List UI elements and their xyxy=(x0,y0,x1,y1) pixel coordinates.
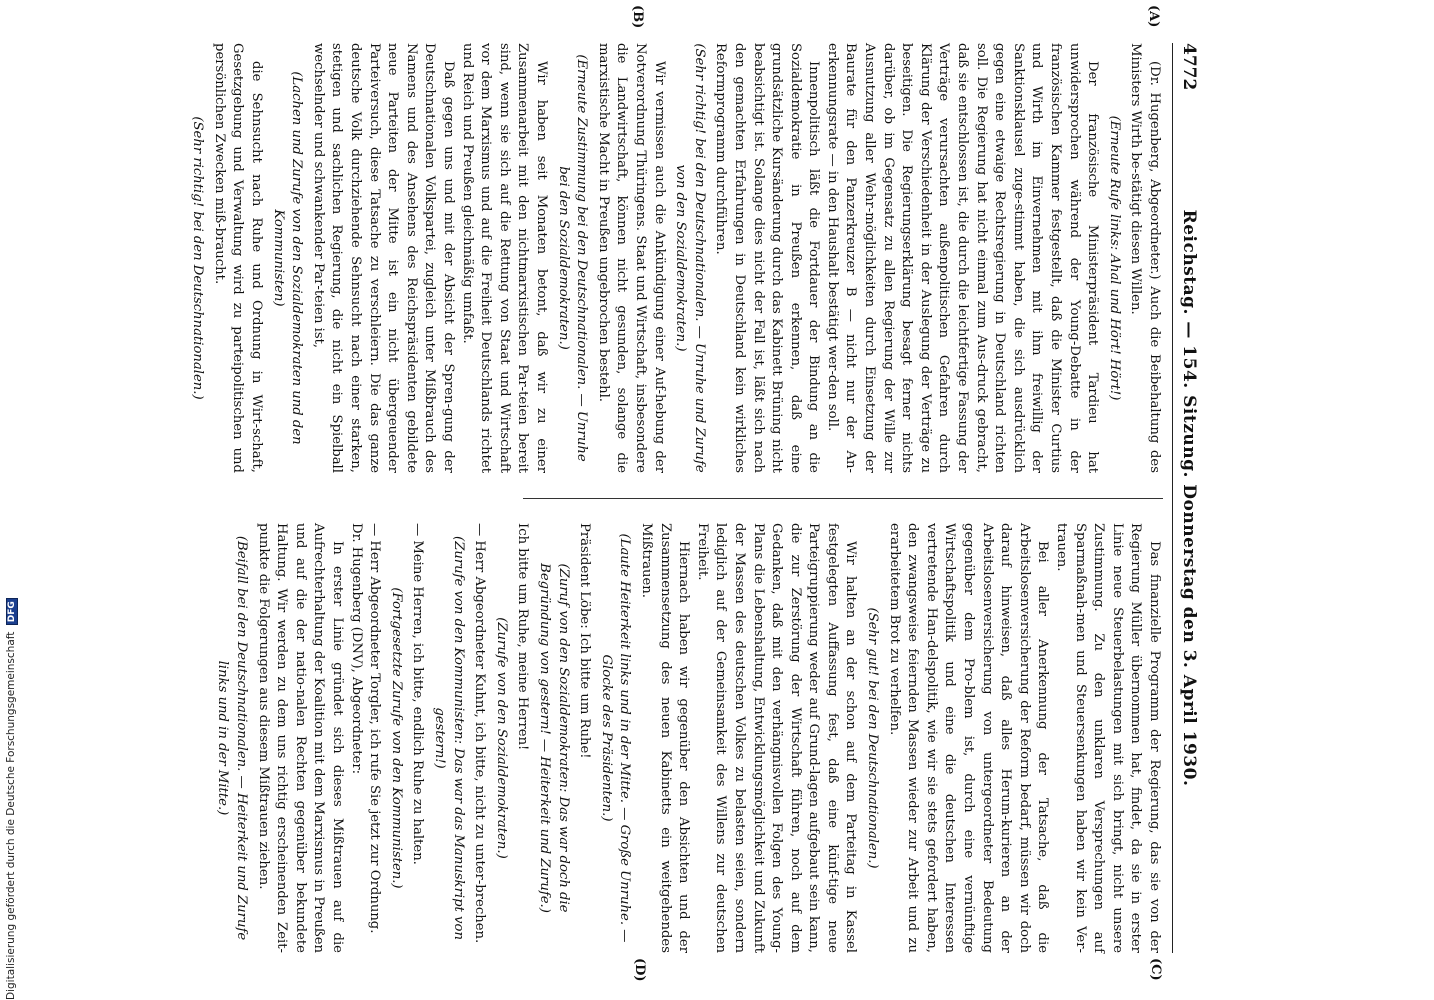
margin-mark-a: (A) xyxy=(1146,5,1161,28)
paragraph: Der französische Ministerpräsident Tardieu hat unwidersprochen während der Young-Debatte in der französischen Kammer festgestellt, daß die Minister Curtius und Wirth im Einvernehmen mit ihm freiwillig der Sanktionsklausel zuge-stimmt haben, die sich ausdrücklich gegen eine etwaige Rechtsregierung in Deutschland richten soll. Die Regierung hat nicht einmal zum Aus-druck gebracht, daß sie entschlossen ist, die durch die leichtfertige Fassung der Verträge verursachten außenpolitischen Gefahren durch Klärung der Verschiedenheit in der Auslegung der Verträge zu beseitigen. Die Regierungserklärung besagt ferner nichts darüber, ob im Gegensatz zu allen Regierung der Wille zur Ausnutzung aller Wehr-möglichkeiten durch Einsetzung der Baurate für den Panzerkreuzer B — nicht nur der An-erkennungsrate — in den Haushalt bestätigt wer-den soll. xyxy=(824,43,1101,473)
interjection: (Zurufe von den Kommunisten: Das war das Manuskript von gestern!) xyxy=(432,536,466,940)
interjection: (Beifall bei den Deutschnationalen. — Heiterkeit und Zurufe links und in der Mitte.) xyxy=(215,535,250,941)
speaker-line: Ich bitte um Ruhe, meine Herren! xyxy=(515,523,531,751)
margin-mark-d: (D) xyxy=(632,958,647,982)
page-title: Reichstag. — 154. Sitzung. Donnerstag den 3. April 1930. xyxy=(1179,209,1199,787)
interjection: (Sehr gut! bei den Deutschnationalen.) xyxy=(865,607,881,869)
interjection: (Lachen und Zurufe von den Sozialdemokraten und den Kommunisten) xyxy=(270,71,305,445)
interjection: (Zuruf von den Sozialdemokraten: Das war doch die Begründung von gestern! — Heiterkeit und Zurufe.) xyxy=(537,563,571,913)
margin-mark-c: (C) xyxy=(1148,958,1163,981)
speaker-line: — Meine Herren, ich bitte, endlich Ruhe zu halten. xyxy=(410,523,426,865)
interjection: (Erneute Zustimmung bei den Deutschnationalen. — Unruhe bei den Sozialdemokraten.) xyxy=(555,54,590,462)
paragraph: In erster Linie gründet sich dieses Mißtrauen auf die Aufrechterhaltung der Koalition mit dem Marxismus in Preußen und auf die der natio-nalen Rechten gegenüber bekundete Haltung. Wir werden zu dem uns richtig erscheinenden Zeit-punkte die Folgerungen aus diesem Mißtrauen ziehen. xyxy=(255,523,346,953)
digitization-notice xyxy=(2,600,20,1000)
paragraph: Daß gegen uns und mit der Absicht der Spren-gung der Deutschnationalen Volkspartei, zugleich unter Mißbrauch des Namens und des Ansehens des Reichspräsidenten gebildete neue Parteiten der Mitte ist ein nicht übergeuender Parteiversuch, diese Tatsache zu verschleiern. Die das ganze deutsche Volk durchziehende Sehnsucht nach einer starken, stetigen und sachlichen Regierung, die nicht ein Spielball wechselnder und schwankender Par-teien ist, xyxy=(310,43,457,473)
interjection: (Erneute Rufe links: Ahal und Hört! Hört!) xyxy=(1106,115,1122,401)
interjection: (Sehr richtig! bei den Deutschnationalen. — Unruhe und Zurufe von den Sozialdemokraten.) xyxy=(673,43,707,473)
speaker-line: — Herr Abgeordneter Torgler, ich rufe Sie jetzt zur Ordnung. xyxy=(367,523,383,934)
interjection: (Laute Heiterkeit links und in der Mitte. — Große Unruhe. — Glocke des Präsidenten.) xyxy=(598,533,633,943)
page-number: 4772 xyxy=(1179,43,1199,91)
right-column xyxy=(210,523,1163,953)
paragraph: Innenpolitisch läßt die Fortdauer der Bindung an die Sozialdemokratie in Preußen erkennen, daß eine grundsätzliche Kursänderung durch das Kabinett Brüning nicht beabsichtigt ist. Solange dies nicht der Fall ist, läßt sich nach den gemachten Erfahrungen in Deutschland kein wirkliches Reformprogramm durchführen. xyxy=(713,43,822,473)
column-divider xyxy=(523,498,1163,499)
paragraph: Wir halten an der schon auf dem Parteitag in Kassel festgelegten Auffassung fest, daß eine künf-tige neue Parteigruppierung weder auf Grund-lagen aufgebaut sein kann, die zur Zerstörung der Wirtschaft führen, noch auf dem Gedanken, daß mit den verhängnisvollen Folgen des Young-Plans die Lebenshaltung, Entwicklungsmöglichkeit und Zukunft der Massen des deutschen Volkes zu belasten seien, sondern lediglich auf der Gemeinsamkeit des Willens zur deutschen Freiheit. xyxy=(694,523,859,953)
document-page xyxy=(17,0,1217,983)
paragraph: Hiernach haben wir gegenüber den Absichten und der Zusammensetzung des neuen Kabinetts ein weitgehendes Mißtrauen. xyxy=(638,523,692,953)
dfg-logo: DFG xyxy=(6,598,18,625)
speaker-line: Dr. Hugenberg (DNV), Abgeordneter: xyxy=(348,523,364,775)
margin-mark-b: (B) xyxy=(630,5,645,29)
digitization-text: Digitalisierung gefördert durch die Deutsche Forschungsgemeinschaft xyxy=(5,631,17,1000)
speaker-line: — Herr Abgeordneter Kuhnt, ich bitte, nicht zu unter-brechen. xyxy=(472,523,488,944)
paragraph: Das finanzielle Programm der Regierung, das sie von der Regierung Müller übernommen hat, findet, da sie in erster Linie neue Steuerbelastungen mit sich bringt, nicht unsere Zustimmung. Zu den unklaren Versprechungen auf Sparmaßnah-men und Steuersenkungen haben wir kein Ver-trauen. xyxy=(1054,523,1162,953)
paragraph: Bei aller Anerkennung der Tatsache, daß die Arbeitslosenversicherung der Reform bedarf, müssen wir doch darauf hinweisen, daß alles Herum-kurieren an der Arbeitslosenversicherung von untergeordneter Bedeutung gegenüber dem Pro-blem ist, durch eine vernünftige Wirtschaftspolitik und eine die deutschen Interessen vertretende Han-delspolitik, wie wir sie stets gefordert haben, den zwangsweise feiernden Massen wieder zur Arbeit und zu erarbeitetem Brot zu verhelfen. xyxy=(886,523,1051,953)
left-column xyxy=(185,43,1163,473)
paragraph: (Dr. Hugenberg, Abgeordneter.) Auch die Beibehaltung des Ministers Wirth be-stätigt diesen Willen. xyxy=(1128,43,1162,473)
page-header xyxy=(1172,43,1199,953)
interjection: (Fortgesetzte Zurufe von den Kommunisten.) xyxy=(388,587,404,889)
paragraph: Wir haben seit Monaten betont, daß wir zu einer Zusammenarbeit mit den nichtmarxistischen Par-teien bereit sind, wenn sie sich auf die Rettung von Staat und Wirtschaft vor dem Marxismus und auf die Freiheit Deutschlands richtet und Reich und Preußen gleichmäßig umfaßt. xyxy=(459,43,549,473)
interjection: (Zurufe von den Sozialdemokraten.) xyxy=(493,617,509,859)
interjection: (Sehr richtig! bei den Deutschnationalen.) xyxy=(190,116,206,400)
paragraph: Wir vermissen auch die Ankündigung einer Auf-hebung der Notverordnung Thüringens. Staat und Wirtschaft, insbesondere die Landwirtschaft, können nicht gesunden, solange die marxistische Macht in Preußen ungebrochen bestehl. xyxy=(595,43,667,473)
paragraph: die Sehnsucht nach Ruhe und Ordnung in Wirt-schaft, Gesetzgebung und Verwaltung wird zu parteipolitischen und persönlichen Zwecken miß-braucht. xyxy=(211,43,265,473)
speaker-line: Präsident Löbe: Ich bitte um Ruhe! xyxy=(577,523,593,759)
